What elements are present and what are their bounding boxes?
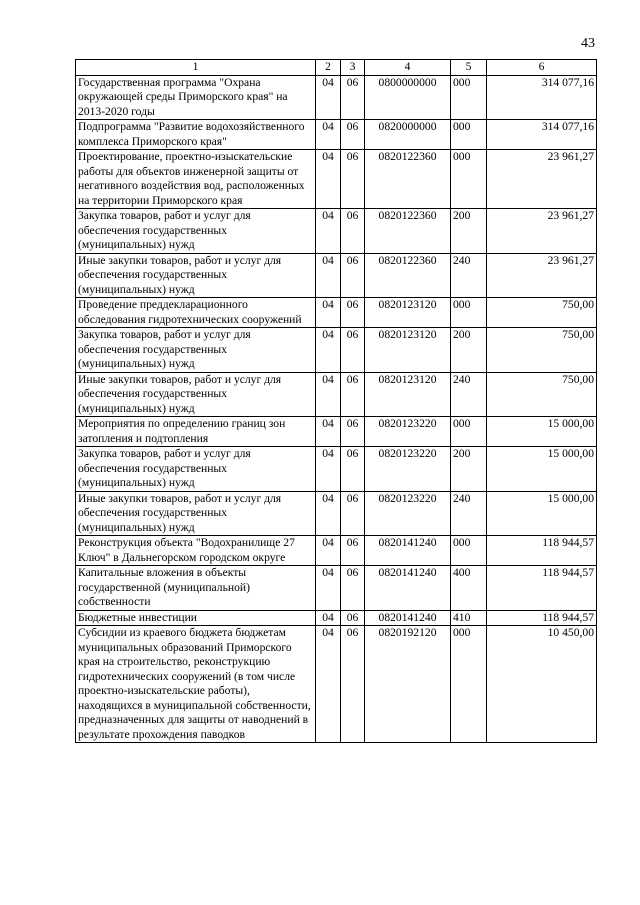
row-name: Бюджетные инвестиции [76,610,316,626]
header-row [76,60,597,76]
table-row [76,120,597,150]
table-row [76,209,597,254]
row-subsection: 06 [341,150,365,209]
header-subsection: 3 [341,60,365,76]
row-name: Реконструкция объекта "Водохранилище 27 Ключ" в Дальнегорском городском округе [76,536,316,566]
table-row [76,75,597,120]
table-row [76,253,597,298]
row-name: Государственная программа "Охрана окружающей среды Приморского края" на 2013-2020 годы [76,75,316,120]
row-target-code: 0820123220 [365,491,451,536]
row-name: Иные закупки товаров, работ и услуг для обеспечения государственных (муниципальных) нужд [76,372,316,417]
row-expense-type: 000 [451,75,487,120]
row-target-code: 0820000000 [365,120,451,150]
row-expense-type: 000 [451,120,487,150]
row-amount: 10 450,00 [487,626,597,743]
row-target-code: 0820141240 [365,536,451,566]
row-amount: 314 077,16 [487,75,597,120]
row-section: 04 [316,536,341,566]
budget-table [75,59,597,743]
row-amount: 23 961,27 [487,150,597,209]
row-section: 04 [316,209,341,254]
header-target-code: 4 [365,60,451,76]
row-amount: 118 944,57 [487,610,597,626]
row-expense-type: 000 [451,298,487,328]
row-section: 04 [316,610,341,626]
row-expense-type: 240 [451,372,487,417]
row-name: Иные закупки товаров, работ и услуг для обеспечения государственных (муниципальных) нужд [76,491,316,536]
row-target-code: 0820141240 [365,566,451,611]
row-name: Субсидии из краевого бюджета бюджетам муниципальных образований Приморского края на строительство, реконструкцию гидротехнических сооружений (в том числе проектно-изыскательские работы), находящихся в муниципальной собственности, предназначенных для защиты от наводнений в результате прохождения паводков [76,626,316,743]
row-subsection: 06 [341,417,365,447]
row-expense-type: 200 [451,447,487,492]
row-section: 04 [316,372,341,417]
row-name: Закупка товаров, работ и услуг для обеспечения государственных (муниципальных) нужд [76,328,316,373]
row-target-code: 0820123120 [365,328,451,373]
row-expense-type: 240 [451,253,487,298]
header-expense-type: 5 [451,60,487,76]
table-row [76,610,597,626]
row-section: 04 [316,566,341,611]
row-section: 04 [316,298,341,328]
table-row [76,298,597,328]
table-row [76,417,597,447]
row-subsection: 06 [341,491,365,536]
header-section: 2 [316,60,341,76]
row-section: 04 [316,253,341,298]
row-name: Проведение преддекларационного обследования гидротехнических сооружений [76,298,316,328]
row-expense-type: 240 [451,491,487,536]
row-amount: 118 944,57 [487,566,597,611]
row-section: 04 [316,328,341,373]
row-section: 04 [316,120,341,150]
row-target-code: 0820123120 [365,298,451,328]
table-row [76,536,597,566]
row-expense-type: 000 [451,417,487,447]
row-section: 04 [316,417,341,447]
row-target-code: 0820122360 [365,253,451,298]
row-target-code: 0800000000 [365,75,451,120]
table-row [76,447,597,492]
row-expense-type: 000 [451,536,487,566]
row-subsection: 06 [341,447,365,492]
row-target-code: 0820123120 [365,372,451,417]
row-section: 04 [316,491,341,536]
row-subsection: 06 [341,372,365,417]
row-subsection: 06 [341,328,365,373]
row-amount: 750,00 [487,328,597,373]
row-amount: 23 961,27 [487,209,597,254]
row-subsection: 06 [341,253,365,298]
header-amount: 6 [487,60,597,76]
row-target-code: 0820192120 [365,626,451,743]
row-subsection: 06 [341,536,365,566]
row-amount: 23 961,27 [487,253,597,298]
row-expense-type: 400 [451,566,487,611]
row-target-code: 0820122360 [365,209,451,254]
row-name: Капитальные вложения в объекты государственной (муниципальной) собственности [76,566,316,611]
row-name: Закупка товаров, работ и услуг для обеспечения государственных (муниципальных) нужд [76,209,316,254]
row-amount: 750,00 [487,298,597,328]
row-subsection: 06 [341,209,365,254]
row-target-code: 0820123220 [365,447,451,492]
row-name: Мероприятия по определению границ зон затопления и подтопления [76,417,316,447]
row-section: 04 [316,150,341,209]
table-row [76,372,597,417]
row-name: Закупка товаров, работ и услуг для обеспечения государственных (муниципальных) нужд [76,447,316,492]
row-subsection: 06 [341,75,365,120]
table-row [76,626,597,743]
row-target-code: 0820141240 [365,610,451,626]
table-row [76,150,597,209]
table-row [76,328,597,373]
header-name: 1 [76,60,316,76]
row-expense-type: 000 [451,150,487,209]
row-amount: 314 077,16 [487,120,597,150]
row-target-code: 0820122360 [365,150,451,209]
row-subsection: 06 [341,120,365,150]
row-section: 04 [316,75,341,120]
table-row [76,566,597,611]
row-amount: 15 000,00 [487,447,597,492]
row-name: Подпрограмма "Развитие водохозяйственного комплекса Приморского края" [76,120,316,150]
row-subsection: 06 [341,298,365,328]
row-expense-type: 000 [451,626,487,743]
row-section: 04 [316,626,341,743]
row-subsection: 06 [341,566,365,611]
row-target-code: 0820123220 [365,417,451,447]
table-row [76,491,597,536]
row-amount: 15 000,00 [487,491,597,536]
row-subsection: 06 [341,626,365,743]
row-section: 04 [316,447,341,492]
row-name: Иные закупки товаров, работ и услуг для обеспечения государственных (муниципальных) нужд [76,253,316,298]
row-amount: 750,00 [487,372,597,417]
page-number: 43 [581,36,595,51]
row-name: Проектирование, проектно-изыскательские работы для объектов инженерной защиты от негативного воздействия вод, расположенных на территории Приморского края [76,150,316,209]
row-subsection: 06 [341,610,365,626]
row-amount: 15 000,00 [487,417,597,447]
row-expense-type: 200 [451,328,487,373]
row-expense-type: 200 [451,209,487,254]
row-amount: 118 944,57 [487,536,597,566]
row-expense-type: 410 [451,610,487,626]
